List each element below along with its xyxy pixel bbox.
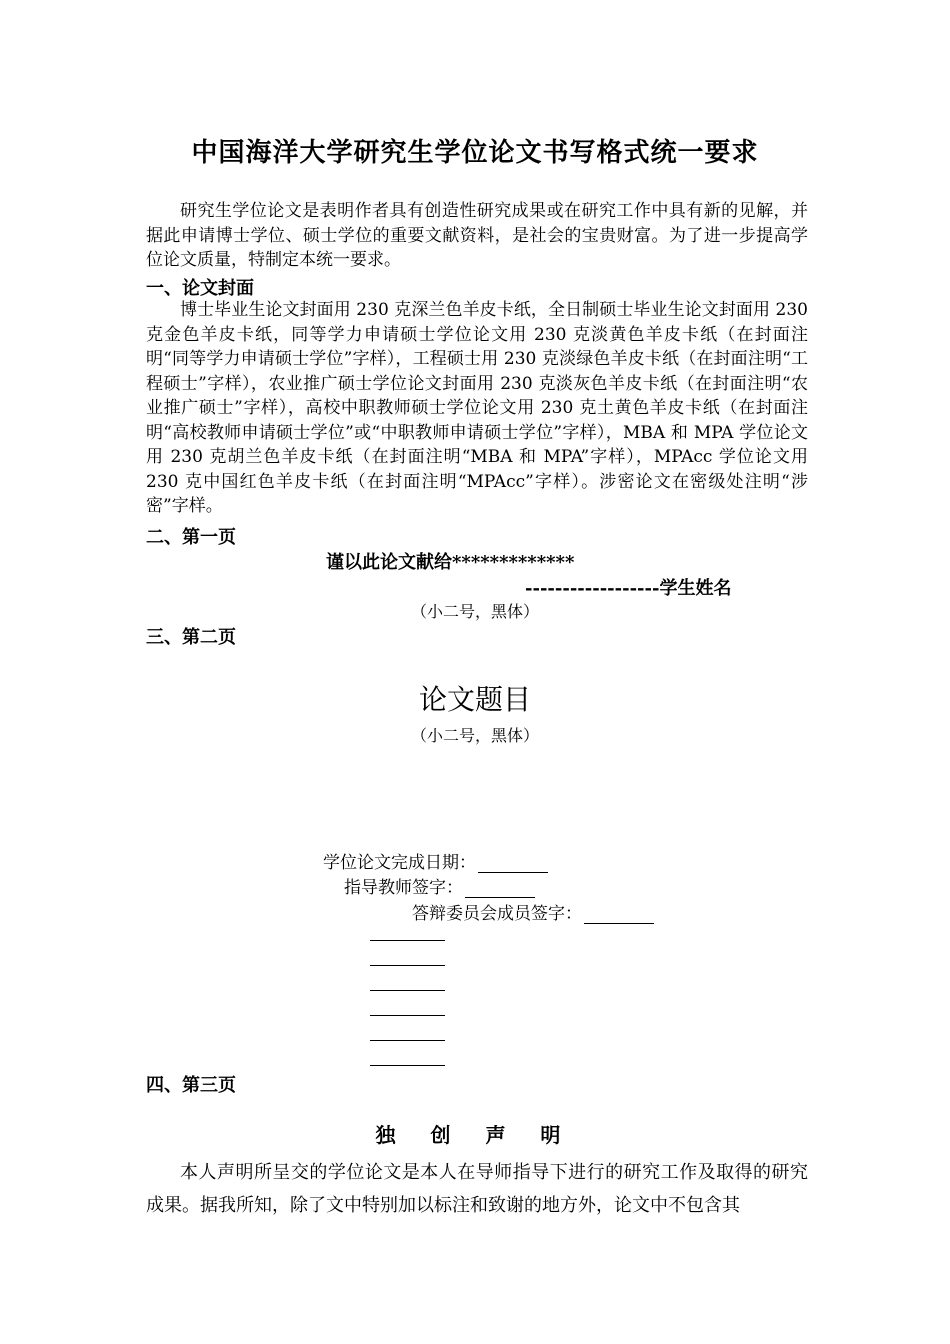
- cover-paragraph: 博士毕业生论文封面用 230 克深兰色羊皮卡纸，全日制硕士毕业生论文封面用 230 克金色羊皮卡纸，同等学力申请硕士学位论文用 230 克淡黄色羊皮卡纸（在封面注明“同等学力申请硕士学位”字样），工程硕士用 230 克淡绿色羊皮卡纸（在封面注明“工程硕士”字样），农业推广硕士学位论文封面用 230 克淡灰色羊皮卡纸（在封面注明“农业推广硕士”字样），高校中职教师硕士学位论文用 230 克土黄色羊皮卡纸（在封面注明“高校教师申请硕士学位”或“中职教师申请硕士学位”字样），MBA 和 MPA 学位论文用 230 克胡兰色羊皮卡纸（在封面注明“MBA 和 MPA”字样），MPAcc 学位论文用 230 克中国红色羊皮卡纸（在封面注明“MPAcc”字样）。涉密论文在密级处注明“涉密”字样。: [146, 300, 808, 516]
- font-note-page1: （小二号，黑体）: [410, 602, 539, 621]
- page-title: 中国海洋大学研究生学位论文书写格式统一要求: [191, 138, 759, 168]
- font-note-page2: （小二号，黑体）: [410, 726, 539, 745]
- committee-blank-line: [370, 965, 445, 966]
- committee-signature-label: 答辩委员会成员签字：: [412, 904, 582, 924]
- committee-blank-line: [370, 990, 445, 991]
- committee-blank-line: [370, 1015, 445, 1016]
- completion-date-blank: [478, 854, 548, 873]
- committee-blank-line: [370, 940, 445, 941]
- section-heading-page2: 三、第二页: [146, 627, 236, 648]
- committee-blank-line: [370, 1040, 445, 1041]
- advisor-signature-label: 指导教师签字：: [344, 878, 463, 898]
- committee-blank-line: [370, 1065, 445, 1066]
- committee-signature-field: [412, 899, 654, 924]
- dedication-line: 谨以此论文献给*************: [326, 552, 575, 573]
- section-heading-page3: 四、第三页: [146, 1075, 236, 1096]
- section-heading-cover: 一、论文封面: [146, 278, 254, 299]
- declaration-title: 独 创 声 明: [375, 1123, 575, 1147]
- advisor-signature-blank: [465, 879, 535, 898]
- completion-date-label: 学位论文完成日期：: [323, 853, 476, 873]
- thesis-title-placeholder: 论文题目: [418, 683, 531, 716]
- declaration-paragraph: 本人声明所呈交的学位论文是本人在导师指导下进行的研究工作及取得的研究成果。据我所知，除了文中特别加以标注和致谢的地方外，论文中不包含其: [146, 1162, 808, 1216]
- committee-signature-blank: [584, 905, 654, 924]
- student-signature-line: ------------------学生姓名: [525, 578, 732, 599]
- section-heading-page1: 二、第一页: [146, 527, 236, 548]
- advisor-signature-field: [344, 873, 535, 898]
- completion-date-field: [323, 848, 548, 873]
- intro-paragraph: 研究生学位论文是表明作者具有创造性研究成果或在研究工作中具有新的见解，并据此申请博士学位、硕士学位的重要文献资料，是社会的宝贵财富。为了进一步提高学位论文质量，特制定本统一要求。: [146, 201, 808, 270]
